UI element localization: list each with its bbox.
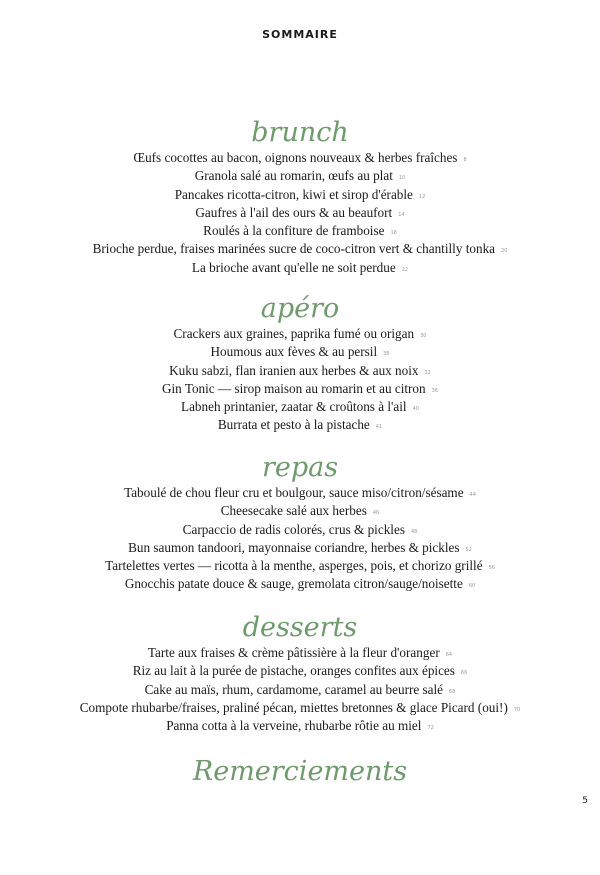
entry-title: Carpaccio de radis colorés, crus & pickles [182, 521, 405, 537]
entry-page: 46 [372, 510, 380, 517]
entry-title: Riz au lait à la purée de pistache, oranges confites aux épices [132, 663, 455, 679]
toc-entry[interactable] [0, 168, 600, 186]
section-title: apéro [260, 293, 340, 324]
entry-page: 64 [445, 652, 453, 658]
entry-page: 38 [383, 351, 390, 358]
entry-page: 20 [501, 248, 508, 255]
entry-page: 66 [460, 670, 468, 677]
entry-page: 56 [488, 565, 495, 572]
section-desserts [0, 613, 600, 736]
entry-title: Œufs cocottes au bacon, oignons nouveaux & herbes fraîches [133, 150, 458, 165]
toc-entry[interactable] [0, 645, 600, 663]
section-repas [0, 453, 600, 595]
entry-title: Gnocchis patate douce & sauge, gremolata citron/sauge/noisette [124, 576, 463, 592]
entry-title: La brioche avant qu'elle ne soit perdue [191, 259, 396, 275]
entry-title: Tartelettes vertes — ricotta à la menthe, asperges, pois, et chorizo grillé [105, 558, 483, 574]
toc-entry[interactable] [0, 381, 600, 399]
toc-entry[interactable] [0, 241, 600, 259]
toc-entry[interactable] [0, 682, 600, 700]
page-number: 5 [582, 796, 588, 806]
entry-title: Roulés à la confiture de framboise [203, 223, 385, 239]
entry-title: Gaufres à l'ail des ours & au beaufort [195, 204, 393, 220]
entry-page: 41 [375, 424, 383, 431]
toc-entry[interactable] [0, 187, 600, 205]
toc-entry[interactable] [0, 205, 600, 223]
section-brunch [0, 118, 600, 278]
entry-title: Panna cotta à la verveine, rhubarbe rôtie au miel [166, 718, 422, 734]
toc-entry[interactable] [0, 522, 600, 540]
section-remerciements [0, 757, 600, 789]
toc-entry[interactable] [0, 503, 600, 521]
toc-entry[interactable] [0, 344, 600, 362]
entry-title: Compote rhubarbe/fraises, praliné pécan, miettes bretonnes & glace Picard (oui!) [79, 699, 508, 715]
entry-title: Bun saumon tandoori, mayonnaise coriandre, herbes & pickles [128, 539, 460, 555]
toc-entry[interactable] [0, 576, 600, 594]
entry-title: Cake au maïs, rhum, cardamome, caramel au beurre salé [144, 681, 444, 697]
entry-title: Cheesecake salé aux herbes [220, 503, 367, 519]
section-title: repas [261, 452, 339, 483]
entry-title: Gin Tonic — sirop maison au romarin et au citron [161, 380, 426, 396]
toc-entry[interactable] [0, 700, 600, 718]
section-apero [0, 294, 600, 436]
entry-title: Houmous aux fèves & au persil [210, 344, 378, 360]
entry-title: Burrata et pesto à la pistache [217, 417, 370, 433]
entry-page: 8 [463, 157, 467, 163]
section-title[interactable]: Remerciements [192, 756, 408, 787]
entry-title: Crackers aux graines, paprika fumé ou origan [173, 326, 415, 341]
section-title: brunch [251, 117, 349, 148]
entry-page: 30 [420, 333, 427, 339]
entry-page: 32 [424, 369, 431, 376]
entry-title: Taboulé de chou fleur cru et boulgour, sauce miso/citron/sésame [124, 485, 464, 500]
entry-page: 52 [465, 546, 472, 553]
toc-entry[interactable] [0, 718, 600, 736]
toc-entry[interactable] [0, 223, 600, 241]
entry-title: Pancakes ricotta-citron, kiwi et sirop d'érable [174, 186, 413, 202]
entry-page: 70 [513, 706, 521, 713]
entry-page: 18 [390, 230, 397, 237]
entry-page: 60 [468, 583, 476, 590]
toc-entry[interactable] [0, 485, 600, 503]
toc-entry[interactable] [0, 663, 600, 681]
entry-title: Tarte aux fraises & crème pâtissière à la fleur d'oranger [147, 645, 440, 660]
page-title: SOMMAIRE [262, 28, 338, 41]
entry-title: Kuku sabzi, flan iranien aux herbes & aux noix [169, 362, 419, 378]
toc-entry[interactable] [0, 150, 600, 168]
entry-title: Brioche perdue, fraises marinées sucre de coco-citron vert & chantilly tonka [92, 241, 496, 257]
entry-title: Granola salé au romarin, œufs au plat [194, 168, 393, 184]
entry-page: 12 [418, 193, 426, 200]
toc-entry[interactable] [0, 326, 600, 344]
entry-page: 44 [469, 492, 476, 498]
section-title: desserts [242, 612, 358, 643]
toc-entry[interactable] [0, 260, 600, 278]
toc-entry[interactable] [0, 363, 600, 381]
entry-page: 22 [401, 266, 409, 273]
entry-page: 36 [431, 387, 438, 394]
entry-title: Labneh printanier, zaatar & croûtons à l'ail [181, 399, 407, 415]
entry-page: 72 [427, 725, 434, 732]
toc-entry[interactable] [0, 417, 600, 435]
toc-entry[interactable] [0, 399, 600, 417]
toc-entry[interactable] [0, 540, 600, 558]
toc-entry[interactable] [0, 558, 600, 576]
entry-page: 14 [398, 211, 405, 218]
entry-page: 68 [449, 688, 456, 695]
entry-page: 48 [410, 528, 418, 535]
entry-page: 40 [412, 406, 419, 413]
entry-page: 10 [398, 175, 406, 182]
